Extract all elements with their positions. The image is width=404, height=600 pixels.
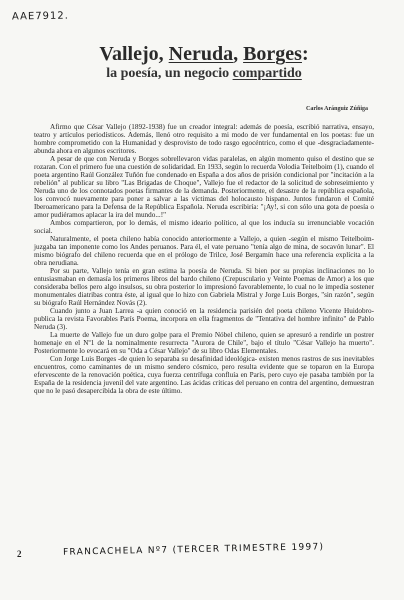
paragraph-2: A pesar de que con Neruda y Borges sobrellevaron vidas paralelas, en algún momento quiso el destino que se rozaran. Con el primero fue una cuestión de solidaridad. En 1933, según lo recuerda Volodia Teitelboim (1), cuando el poeta argentino Raúl González Tuñón fue condenado en España a dos años de prisión condicional por "incitación a la rebelión" al publicar su libro "Las Brigadas de Choque", Vallejo fue el redactor de la solicitud de sobreseimiento y Neruda uno de los connotados poetas firmantes de la demanda. Posteriormente, el desastre de la república española, los convocó nuevamente para poner a salvar a las víctimas del holocausto hispano. Juntos fundaron el Comité Iberoamericano para la Defensa de la República Española. Neruda escribiría: "¡Ay!, si con sólo una gota de poesía o amor pudiéramos aplacar la ira del mundo...!": [34, 155, 375, 219]
paragraph-8: Con Jorge Luis Borges -de quien lo separaba su desafinidad ideológica- existen menos rastros de sus inevitables encuentros, como caminantes de un mismo sendero cósmico, pero resulta evidente que se toparon en la Europa efervescente de la renovación poética, cuya fuerza centrífuga confluía en París, pero cuyo eje pasaba también por la España de la residencia juvenil del vate argentino. Las ácidas críticas del peruano en contra del argentino, demuestran que no le pasó desapercibida la obra de este último.: [34, 355, 374, 395]
handwritten-reference-bottom: FRANCACHELA Nº7 (TERCER TRIMESTRE 1997): [62, 542, 325, 558]
paragraph-1: Afirmo que César Vallejo (1892-1938) fue un creador integral: además de poesía, escribió narrativa, ensayo, teatro y artículos periodísticos. Además, llenó otro requisito a mi modo de ver fundamental en los poetas: fue un hombre comprometido con la Humanidad y desprovisto de todo rasgo egocéntrico, como el que -desgraciadamente- abunda ahora en algunos escritores.: [34, 123, 374, 155]
handwritten-reference-top: AAE7912.: [11, 10, 69, 23]
article-title: [84, 44, 324, 65]
title-part-3: ,: [233, 43, 244, 65]
paragraph-7: La muerte de Vallejo fue un duro golpe para el Premio Nóbel chileno, quien se apresuró a rendirle un postrer homenaje en el Nº1 de la nominalmente resurrecta "Aurora de Chile", bajo el título "César Vallejo ha muerto". Posteriormente lo evocará en su "Oda a César Vallejo" de su libro Odas Elementales.: [34, 331, 374, 355]
article-subtitle: [84, 66, 324, 81]
article-body: [34, 123, 374, 395]
paragraph-6: Cuando junto a Juan Larrea -a quien conoció en la residencia parisién del poeta chileno Vicente Huidobro- publica la revista Favorables París Poema, incorpora en ella fragmentos de "Tentativa del hombre infinito" de Pablo Neruda (3).: [34, 307, 374, 331]
page-number: 2: [17, 549, 22, 559]
paragraph-5: Por su parte, Vallejo tenía en gran estima la poesía de Neruda. Si bien por su propias inclinaciones no lo entusiasmaban en demasía los primeros libros del bardo chileno (Crepusculario y Veinte Poemas de Amor) a los que consideraba bellos pero algo insulsos, su obra posterior lo impresionó favorablemente, lo cual no le impedía sostener monumentales diatribas contra éste, al igual que lo hizo con Gabriela Mistral y Jorge Luis Borges, "sin razón", según su biógrafo Raúl Hernández Novás (2).: [34, 267, 374, 307]
title-part-2: Neruda: [168, 43, 234, 65]
title-part-5: :: [301, 43, 309, 65]
author-name: Carlos Aránguiz Zúñiga: [305, 106, 368, 112]
article-title-block: [84, 44, 324, 81]
title-part-4: Borges: [243, 43, 302, 65]
paragraph-4: Naturalmente, el poeta chileno había conocido anteriormente a Vallejo, a quien -según el mismo Teitelboim- juzgaba tan imponente como los Andes peruanos. Para él, el vate peruano "tenía algo de mina, de socavón lunar". El mismo biógrafo del chileno recuerda que en el prólogo de Trilce, José Bergamín hace una referencia explícita a la obra nerudiana.: [34, 235, 374, 267]
subtitle-part-2: compartido: [232, 66, 302, 81]
title-part-1: Vallejo,: [99, 43, 169, 65]
subtitle-part-1: la poesía, un negocio: [106, 66, 233, 81]
paragraph-3: Ambos compartieron, por lo demás, el mismo ideario político, al que los inducía su irrenunciable vocación social.: [34, 219, 374, 235]
